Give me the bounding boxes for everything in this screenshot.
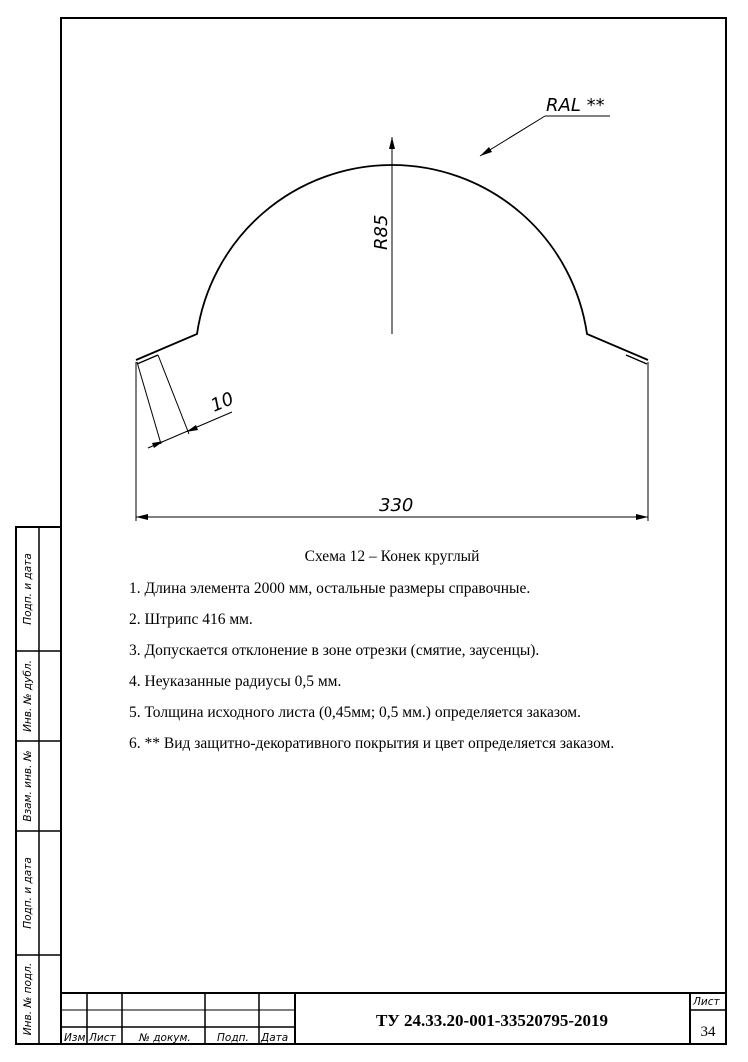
ridge-profile-drawing [136,95,648,521]
width-label: 330 [379,495,414,516]
side-label-sign-date-1: Подп. и дата [22,553,34,625]
note-1: 1. Длина элемента 2000 мм, остальные размеры справочные. [129,580,531,597]
hem-extension-line-2 [158,355,189,434]
side-label-instead-inv: Взам. инв. № [22,750,34,822]
note-2: 2. Штрипс 416 мм. [129,611,253,628]
sheet-label: Лист [693,996,720,1008]
hem-extension-line-1 [137,362,161,444]
col-date: Дата [261,1032,289,1044]
hem-arrow-2 [186,425,198,432]
coating-leader-arrow [480,147,492,156]
col-sheet: Лист [89,1032,116,1044]
coating-label: RAL ** [546,95,605,116]
width-arrow-right [636,514,648,520]
title-block [61,993,726,1044]
note-3: 3. Допускается отклонение в зоне отрезки (смятие, заусенцы). [129,642,540,659]
left-hem [137,355,158,364]
side-label-dup-inv: Инв. № дубл. [22,660,34,732]
right-hem [626,355,647,364]
side-stamp [16,527,61,1044]
note-5: 5. Толщина исходного листа (0,45мм; 0,5 мм.) определяется заказом. [129,704,581,721]
note-4: 4. Неуказанные радиусы 0,5 мм. [129,673,342,690]
side-label-orig-inv: Инв. № подл. [22,962,34,1036]
width-arrow-left [136,514,148,520]
col-doc-number: № докум. [139,1032,191,1044]
hem-label: 10 [207,388,238,417]
figure-caption: Схема 12 – Конек круглый [304,548,480,565]
radius-label: R85 [371,214,392,250]
radius-arrow [389,137,395,149]
sheet-number: 34 [700,1024,716,1040]
sheet-frame [61,18,726,1044]
hem-arrow-1 [152,441,164,448]
col-change: Изм [64,1032,86,1044]
col-sign: Подп. [217,1032,249,1044]
document-code: ТУ 24.33.20-001-33520795-2019 [375,1011,609,1030]
side-label-sign-date-2: Подп. и дата [22,857,34,929]
note-6: 6. ** Вид защитно-декоративного покрытия и цвет определяется заказом. [129,735,615,752]
